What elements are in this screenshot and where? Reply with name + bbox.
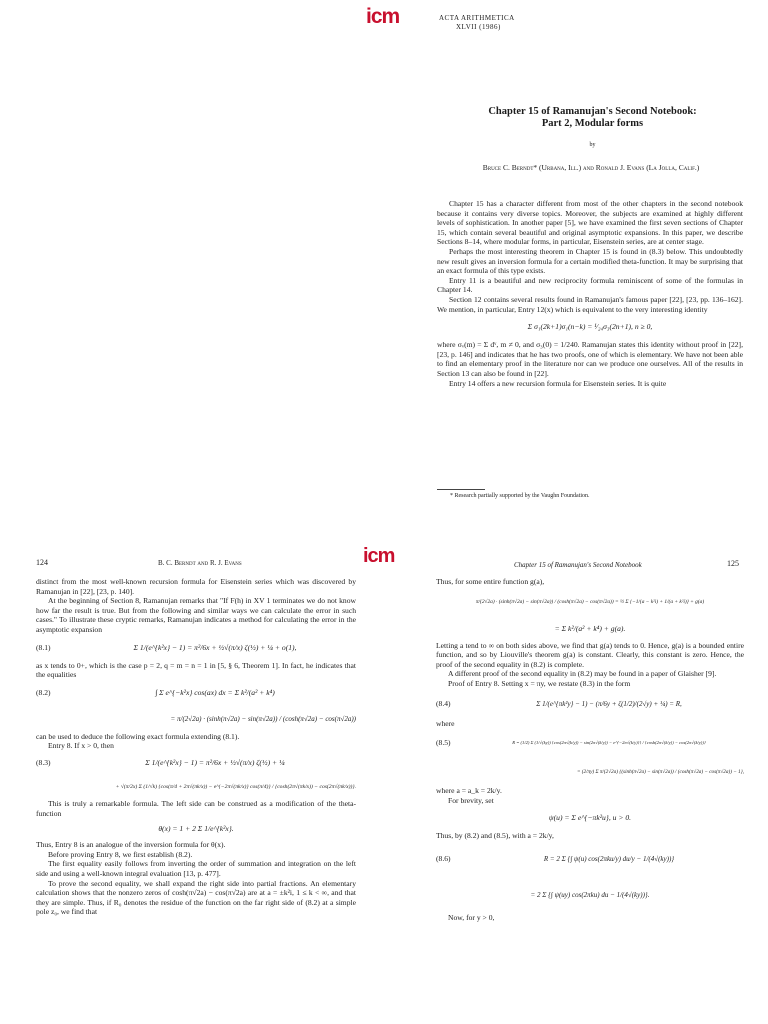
right-paragraph-1: Thus, for some entire function g(a), (436, 577, 545, 586)
right-paragraph-5: where a = a_k = 2k/y. (436, 786, 502, 796)
right-body (436, 577, 744, 923)
intro-paragraph-4: Section 12 contains several results found in Ramanujan's famous paper [22], [23, pp. 136–162]. We mention, in particular, Entry 12(x) which is equivalent to the very interesting identity (437, 294, 743, 314)
equation-8-6-label: (8.6) (436, 853, 451, 863)
equation-8-3-formula-a: Σ 1/(e^{k²x} − 1) = π²/6x + ½√(π/x) ζ(½) + ¼ (145, 757, 285, 767)
equation-8-3 (36, 751, 356, 775)
journal-title: ACTA ARITHMETICA (439, 14, 515, 22)
equation-8-6 (436, 841, 744, 877)
identity-formula: Σ σ₁(2k+1)σ₁(n−k) = ¹⁄₂₄σ₃(2n+1), n ≥ 0, (527, 322, 653, 332)
partial-fraction-formula-b: = Σ k²/(a² + k⁴) + g(a). (554, 623, 626, 633)
equation-8-2 (36, 680, 356, 706)
intro-paragraph-5: where σᵥ(m) = Σ dᵛ, m ≠ 0, and σ₃(0) = 1/240. Ramanujan states this identity without proof in [22], [23, p. 146] and indicates that he has two proofs, one of which is elementary. We have not been able to find an elementary proof in the literature nor can we produce one ourselves. All of the results in Section 13 can also be found in [22]. (437, 340, 743, 378)
left-paragraph-9: To prove the second equality, we shall expand the right side into partial fractions. An elementary calculation shows that the nonzero zeros of cosh(π√2a) − cos(π√2a) are at a = ±k²i, 1 ≤ k < ∞, and that they are simple. Thus, if R₀ denotes the residue of the function on the far right side of (8.2) at a simple pole z₀, we find that (36, 878, 356, 917)
intro-paragraph-6: Entry 14 offers a new recursion formula for Eisenstein series. It is quite (449, 378, 667, 388)
psi-formula: ψ(u) = Σ e^{−πk²u}, u > 0. (548, 813, 632, 823)
right-page-number: 125 (727, 559, 739, 568)
psi-equation (436, 805, 744, 831)
left-paragraph-3: as x tends to 0+, which is the case p = 2, q = m = n = 1 in [5, § 6, Theorem 1]. In fact, he indicates that the equalities (36, 660, 356, 680)
title-line-1: Chapter 15 of Ramanujan's Second Notebook: (488, 106, 697, 117)
intro-paragraph-2: Perhaps the most interesting theorem in Chapter 15 is found in (8.3) below. This undoubtedly new result gives an inversion formula for a certain modified theta-function. It may be surprising that an exact formula of this type exists. (437, 246, 743, 276)
right-running-head: Chapter 15 of Ramanujan's Second Notebook (514, 561, 642, 569)
equation-8-3-label: (8.3) (36, 757, 51, 767)
footnote: * Research partially supported by the Vaughn Foundation. (450, 493, 590, 499)
equation-8-6-formula-a: R = 2 Σ {∫ ψ(u) cos(2πku/y) du/y − 1/(4√(ky))} (543, 854, 675, 863)
left-paragraph-2: At the beginning of Section 8, Ramanujan remarks that "If F(h) in XV 1 terminates we do not know how far the result is true. But from the following and similar ways we can calculate the error in such cases." To illustrate these cryptic remarks, Ramanujan indicates a method for calculating the error in the asymptotic expansion (36, 596, 356, 634)
paper-authors: Bruce C. Berndt* (Urbana, Ill.) and Ronald J. Evans (La Jolla, Calif.) (482, 163, 700, 172)
right-paragraph-4: Proof of Entry 8. Setting x = πy, we restate (8.3) in the form (448, 678, 631, 688)
right-paragraph-7: Thus, by (8.2) and (8.5), with a = 2k/y, (436, 831, 554, 841)
theta-equation (36, 818, 356, 840)
equation-8-4 (436, 689, 744, 719)
equation-8-5 (436, 728, 744, 758)
left-paragraph-7: Before proving Entry 8, we first establish (8.2). (48, 849, 193, 859)
equation-8-4-label: (8.4) (436, 698, 451, 708)
partial-fraction-formula: π/(2√2a) · (sinh(π√2a) − sin(π√2a)) / (cosh(π√2a) − cos(π√2a)) = ½ Σ {−1/(a − k²i) + 1/(a + k²i)} + g(a) (475, 598, 705, 605)
equation-8-3-formula-b: + √(π/2x) Σ (1/√k) {cos(π/4 + 2π√(πk/x)) − e^{−2π√(πk/x)} cos(π/4)} / {cosh(2π√(πk/x)) − cos(2π√(πk/x))}. (115, 783, 356, 790)
left-body (36, 577, 356, 917)
right-paragraph-6: For brevity, set (448, 795, 494, 805)
left-paragraph-8: The first equality easily follows from inverting the order of summation and integration on the left side and using a well-known integral evaluation [13, p. 477]. (36, 859, 356, 878)
partial-fraction-equation-continued (436, 617, 744, 641)
equation-8-4-formula: Σ 1/(e^{πk²y} − 1) − (π/6y + ζ(1/2)/(2√y) + ¼) = R, (536, 699, 682, 708)
equation-8-1-label: (8.1) (36, 642, 51, 652)
intro-paragraph-3: Entry 11 is a beautiful and new reciprocity formula reminiscent of some of the formulas in Chapter 14. (437, 275, 743, 295)
equation-8-2-continued (36, 706, 356, 732)
by-label: by (589, 142, 596, 148)
equation-8-5-label: (8.5) (436, 738, 451, 748)
journal-volume: XLVII (1986) (456, 23, 501, 31)
right-paragraph-2: Letting a tend to ∞ on both sides above, we find that g(a) tends to 0. Hence, g(a) is a bounded entire function, and so by Liouville's theorem g(a) is constant. Clearly, this constant is zero. Hence, the proof of the second equality in (8.2) is complete. (436, 640, 744, 669)
equation-8-5-continued (436, 758, 744, 786)
journal-name (439, 14, 515, 32)
equation-8-1 (36, 635, 356, 661)
equation-8-2-formula-a: ∫ Σ e^{−k²x} cos(ax) dx = Σ k²/(a² + k⁴) (155, 687, 275, 697)
title-line-2: Part 2, Modular forms (541, 118, 644, 129)
left-running-head: B. C. Berndt and R. J. Evans (158, 559, 242, 567)
entry-8-statement: Entry 8. If x > 0, then (48, 741, 114, 751)
equation-8-2-formula-b: = π/(2√2a) · (sinh(π√2a) − sin(π√2a)) / (cosh(π√2a) − cos(π√2a)) (170, 714, 356, 723)
equation-8-6-continued (436, 877, 744, 913)
identity-equation (437, 316, 743, 338)
where-label: where (436, 718, 455, 728)
equation-8-1-formula: Σ 1/(e^{k²x} − 1) = π²/6x + ½√(π/x) ζ(½) + ¼ + o(1), (133, 642, 297, 652)
right-paragraph-8: Now, for y > 0, (448, 912, 495, 922)
left-paragraph-5: This is truly a remarkable formula. The left side can be construed as a modification of the theta-function (36, 798, 356, 818)
right-paragraph-3: A different proof of the second equality in (8.2) may be found in a paper of Glaisher [9]. (448, 669, 717, 679)
theta-formula: θ(x) = 1 + 2 Σ 1/e^{k²x}. (158, 824, 234, 834)
equation-8-6-formula-b: = 2 Σ {∫ ψ(uy) cos(2πku) du − 1/(4√(ky))}. (530, 890, 650, 899)
left-paragraph-6: Thus, Entry 8 is an analogue of the inversion formula for θ(x). (36, 840, 226, 850)
footnote-rule (437, 489, 485, 490)
equation-8-2-label: (8.2) (36, 687, 51, 697)
left-paragraph-1: distinct from the most well-known recursion formula for Eisenstein series which was discovered by Ramanujan in [22], [23, p. 140]. (36, 577, 356, 596)
icm-logo-left: icm (363, 545, 395, 567)
icm-logo: icm (366, 5, 400, 28)
left-paragraph-4: can be used to deduce the following exact formula extending (8.1). (36, 731, 240, 741)
intro-paragraph-1: Chapter 15 has a character different from most of the other chapters in the second notebook because it contains very diverse topics. Moreover, the subjects are examined at highly different levels of sophistication. In another paper [5], we have examined the first seven sections of Chapter 15, which contain several beautiful and original asymptotic expansions. In this paper, we describe Sections 8–14, where modular forms, in particular, Eisenstein series, are at center stage. (437, 199, 743, 247)
equation-8-5-formula-b: = (2/πy) Σ π/(2√2a) {(sinh(π√2a) − sin(π√2a)) / (cosh(π√2a) − cos(π√2a)) − 1}, (576, 769, 744, 776)
top-body (437, 199, 743, 388)
left-page-number: 124 (36, 558, 48, 567)
paper-title (440, 106, 745, 130)
equation-8-3-continued (36, 775, 356, 799)
partial-fraction-equation (436, 587, 744, 617)
equation-8-5-formula-a: R = (1/2) Σ (1/√(ky)) {cos(2π√(k/y)) − sin(2π√(k/y)) − e^{−2π√(k/y)}} / {cosh(2π√(k/y)) − cos(2π√(k/y))} (512, 740, 706, 746)
